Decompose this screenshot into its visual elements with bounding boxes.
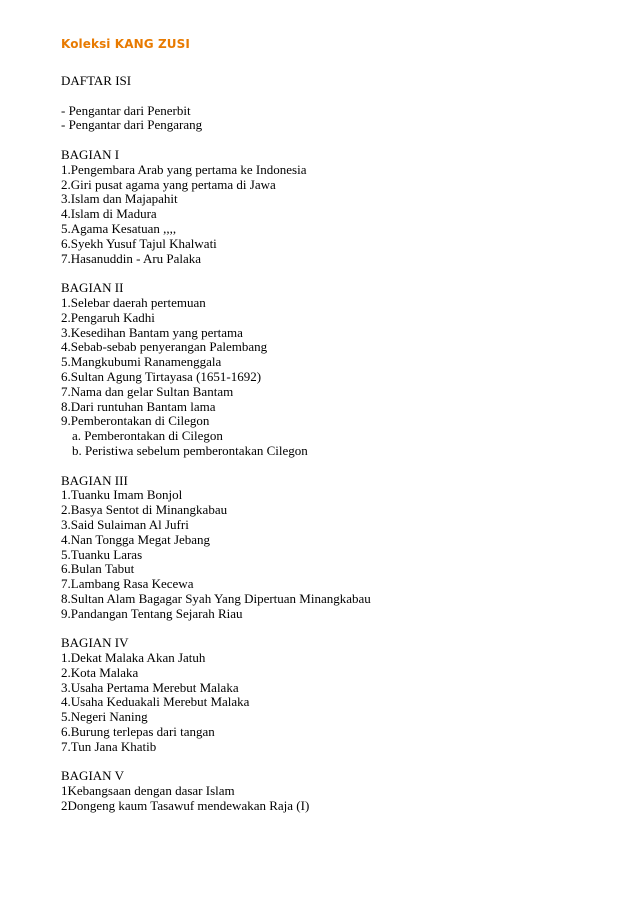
toc-item: 2.Basya Sentot di Minangkabau (61, 502, 228, 518)
preface-item: - Pengantar dari Penerbit (61, 102, 191, 118)
toc-item: 4.Usaha Keduakali Merebut Malaka (61, 694, 250, 710)
toc-item: 5.Mangkubumi Ranamenggala (61, 354, 222, 370)
toc-item: 9.Pemberontakan di Cilegon (61, 413, 210, 429)
toc-item: 7.Hasanuddin - Aru Palaka (61, 250, 202, 266)
toc-item: 8.Dari runtuhan Bantam lama (61, 398, 216, 414)
toc-item: 9.Pandangan Tentang Sejarah Riau (61, 605, 243, 621)
toc-item: 2Dongeng kaum Tasawuf mendewakan Raja (I) (61, 798, 310, 814)
collection-header: Koleksi KANG ZUSI (61, 37, 190, 51)
toc-item: 1.Selebar daerah pertemuan (61, 294, 206, 310)
toc-item: 1.Pengembara Arab yang pertama ke Indonesia (61, 161, 307, 177)
toc-section (61, 636, 621, 754)
section-title: BAGIAN III (61, 472, 128, 488)
toc-item: 6.Burung terlepas dari tangan (61, 724, 215, 740)
toc-item: 5.Negeri Naning (61, 709, 148, 725)
spacer (61, 459, 621, 474)
toc-item: 4.Nan Tongga Megat Jebang (61, 531, 211, 547)
toc-item: 5.Tuanku Laras (61, 546, 143, 562)
toc-section (61, 148, 621, 266)
toc-item: 2.Giri pusat agama yang pertama di Jawa (61, 176, 276, 192)
spacer (61, 755, 621, 770)
toc-item: 8.Sultan Alam Bagagar Syah Yang Dipertuan Minangkabau (61, 590, 371, 606)
toc-item: 1.Tuanku Imam Bonjol (61, 487, 183, 503)
toc-item: 3.Islam dan Majapahit (61, 191, 178, 207)
toc-item: 2.Pengaruh Kadhi (61, 309, 155, 325)
section-title: BAGIAN I (61, 146, 120, 162)
toc-subitem: b. Peristiwa sebelum pemberontakan Cilegon (72, 442, 308, 458)
toc-item: 7.Tun Jana Khatib (61, 738, 157, 754)
sections-container (61, 133, 621, 814)
toc-item: 7.Lambang Rasa Kecewa (61, 576, 194, 592)
toc-item: 6.Syekh Yusuf Tajul Khalwati (61, 235, 217, 251)
toc-title: DAFTAR ISI (61, 73, 132, 88)
toc-item: 4.Islam di Madura (61, 206, 157, 222)
spacer (61, 89, 621, 104)
toc-section (61, 769, 621, 813)
section-title: BAGIAN IV (61, 635, 129, 651)
toc-item: 6.Sultan Agung Tirtayasa (1651-1692) (61, 368, 262, 384)
toc-item: 1.Dekat Malaka Akan Jatuh (61, 650, 206, 666)
toc-item: 3.Kesedihan Bantam yang pertama (61, 324, 243, 340)
section-title: BAGIAN II (61, 280, 124, 296)
toc-item: 4.Sebab-sebab penyerangan Palembang (61, 339, 268, 355)
table-of-contents (61, 74, 621, 814)
spacer (61, 621, 621, 636)
toc-item: 3.Usaha Pertama Merebut Malaka (61, 679, 239, 695)
toc-section (61, 281, 621, 459)
spacer (61, 133, 621, 148)
toc-section (61, 474, 621, 622)
toc-item: 6.Bulan Tabut (61, 561, 135, 577)
toc-item: 2.Kota Malaka (61, 664, 139, 680)
toc-subitem: a. Pemberontakan di Cilegon (72, 428, 223, 444)
preface-list (61, 104, 621, 134)
toc-item: 5.Agama Kesatuan ,,,, (61, 220, 177, 236)
section-title: BAGIAN V (61, 768, 124, 784)
toc-item: 1Kebangsaan dengan dasar Islam (61, 783, 235, 799)
toc-item: 3.Said Sulaiman Al Jufri (61, 516, 189, 532)
toc-item: 7.Nama dan gelar Sultan Bantam (61, 383, 234, 399)
preface-item: - Pengantar dari Pengarang (61, 117, 203, 133)
spacer (61, 266, 621, 281)
